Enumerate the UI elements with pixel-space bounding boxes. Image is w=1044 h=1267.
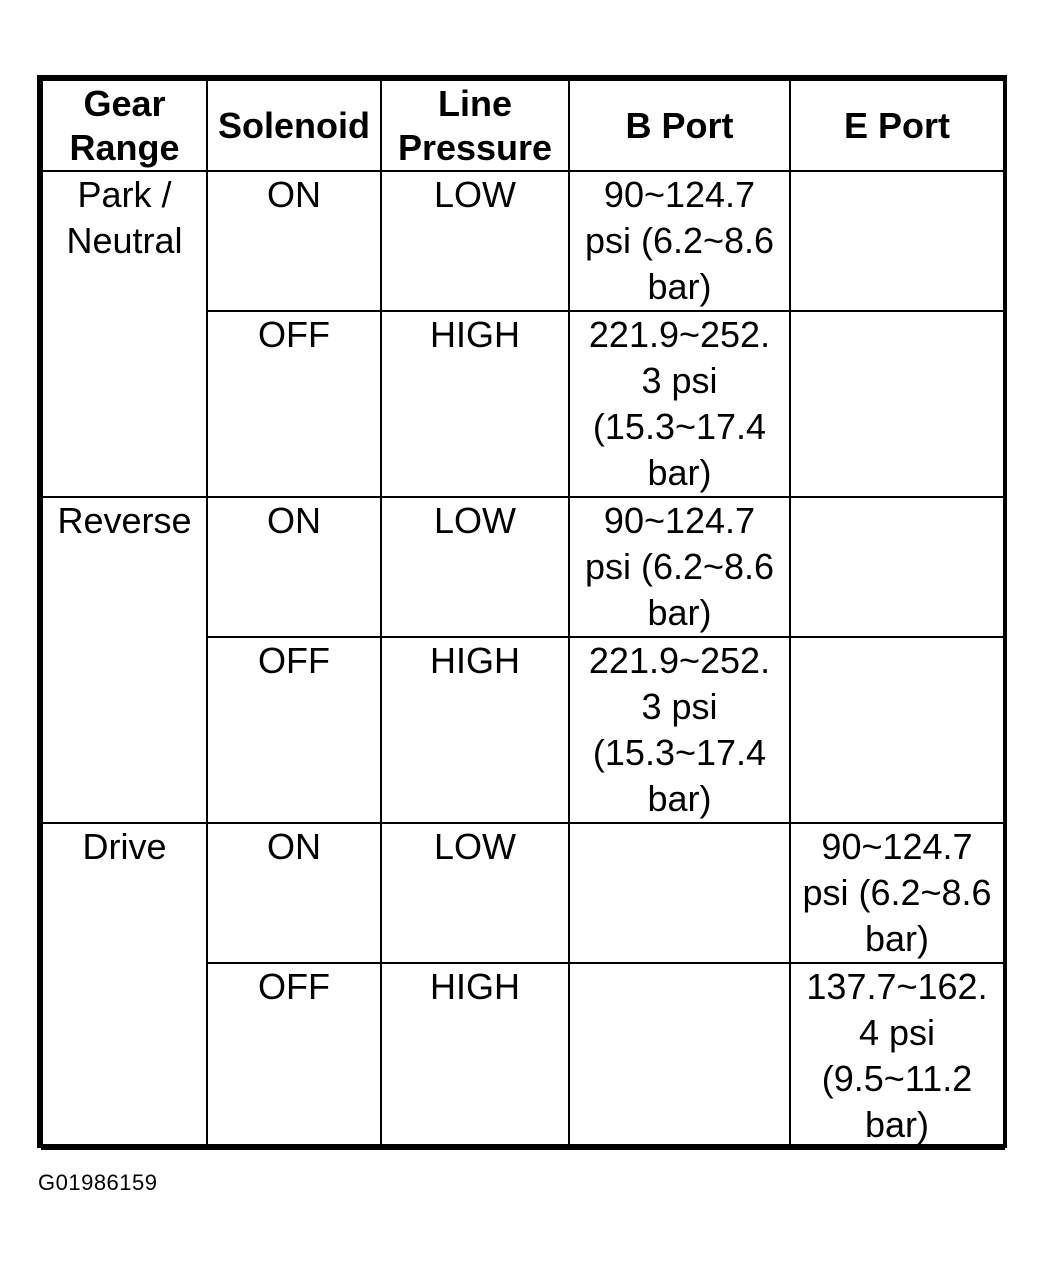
header-solenoid: Solenoid [207,80,381,171]
solenoid-cell: ON [207,171,381,311]
line-pressure-cell: LOW [381,171,569,311]
b-port-cell [569,823,790,963]
e-port-cell: 90~124.7 psi (6.2~8.6 bar) [790,823,1004,963]
line-pressure-cell: HIGH [381,311,569,497]
e-port-cell: 137.7~162. 4 psi (9.5~11.2 bar) [790,963,1004,1149]
table-row [42,497,1004,637]
table-row [42,171,1004,311]
table-header-row [42,80,1004,171]
header-b-port: B Port [569,80,790,171]
table-row [42,823,1004,963]
e-port-cell [790,497,1004,637]
solenoid-cell: OFF [207,311,381,497]
b-port-cell: 221.9~252. 3 psi (15.3~17.4 bar) [569,311,790,497]
gear-cell-drive: Drive [42,823,207,1149]
header-gear-range: Gear Range [42,80,207,171]
header-line-pressure: Line Pressure [381,80,569,171]
gear-cell-reverse: Reverse [42,497,207,823]
header-e-port: E Port [790,80,1004,171]
e-port-cell [790,311,1004,497]
pressure-table-frame [37,75,1007,1148]
b-port-cell: 221.9~252. 3 psi (15.3~17.4 bar) [569,637,790,823]
b-port-cell: 90~124.7 psi (6.2~8.6 bar) [569,497,790,637]
figure-id-caption: G01986159 [38,1170,158,1195]
pressure-table [41,79,1005,1150]
solenoid-cell: OFF [207,637,381,823]
line-pressure-cell: HIGH [381,963,569,1149]
line-pressure-cell: HIGH [381,637,569,823]
solenoid-cell: OFF [207,963,381,1149]
line-pressure-cell: LOW [381,497,569,637]
b-port-cell: 90~124.7 psi (6.2~8.6 bar) [569,171,790,311]
line-pressure-cell: LOW [381,823,569,963]
solenoid-cell: ON [207,823,381,963]
solenoid-cell: ON [207,497,381,637]
b-port-cell [569,963,790,1149]
e-port-cell [790,637,1004,823]
e-port-cell [790,171,1004,311]
gear-cell-park-neutral: Park / Neutral [42,171,207,497]
